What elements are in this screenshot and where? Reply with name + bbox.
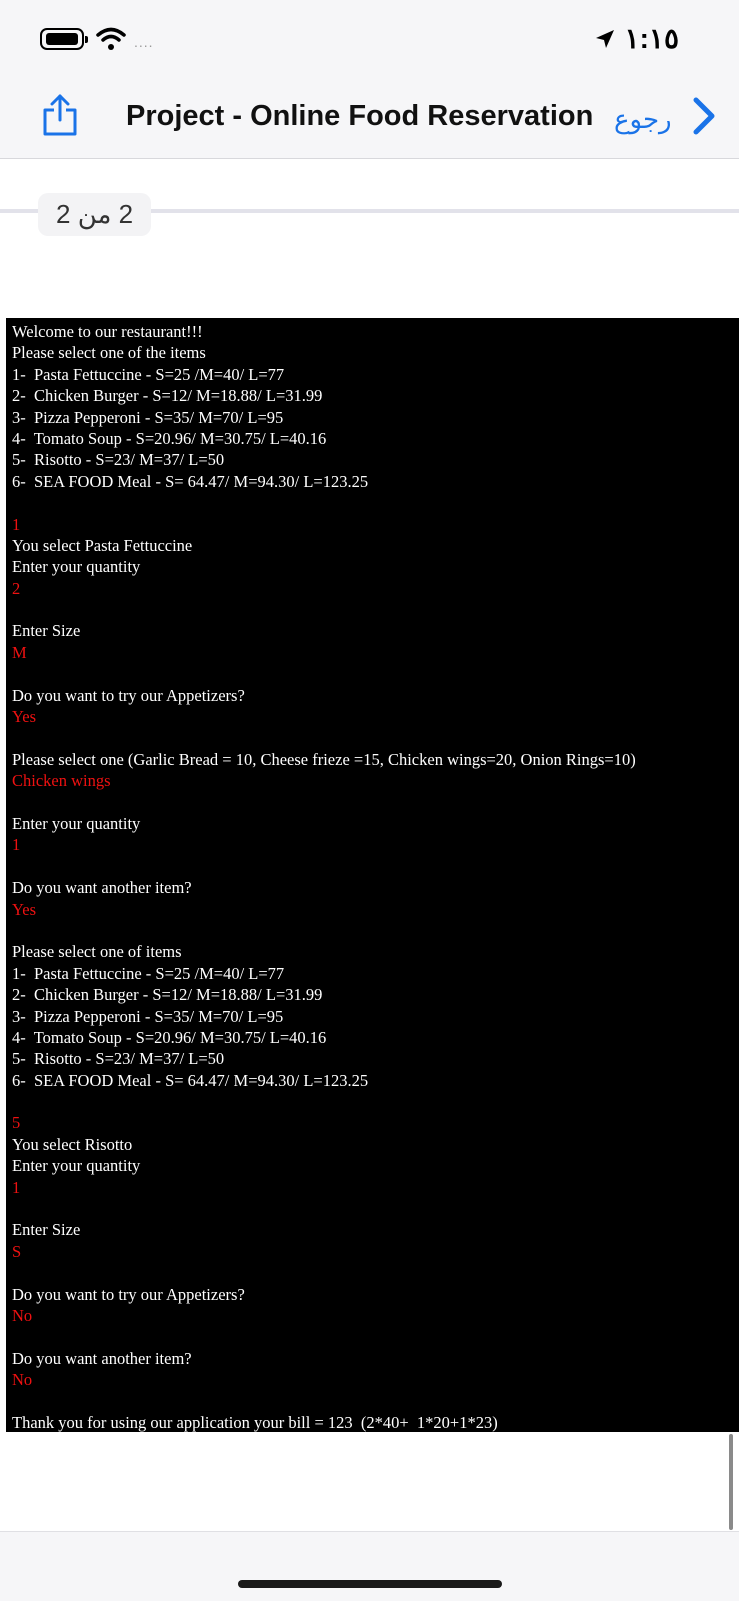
user-input: 2 (12, 578, 21, 598)
user-input: M (12, 642, 27, 662)
location-arrow-icon (595, 29, 615, 49)
user-input: No (12, 1370, 33, 1390)
user-input: Chicken wings (12, 771, 111, 791)
share-icon[interactable] (40, 94, 80, 138)
console-output (6, 318, 739, 1432)
user-input: 1 (12, 1177, 21, 1197)
console-line: Do you want to try our Appetizers? (12, 685, 245, 705)
page-indicator: 2 من 2 (38, 193, 151, 236)
home-indicator[interactable] (238, 1580, 502, 1588)
menu-item: 3- Pizza Pepperoni - S=35/ M=70/ L=95 (12, 1006, 284, 1026)
page-title: Project - Online Food Reservation (126, 100, 594, 132)
console-line: Enter your quantity (12, 813, 141, 833)
bottom-bar (0, 1531, 739, 1601)
back-button-label[interactable]: رجوع (614, 104, 672, 134)
user-input: S (12, 1241, 22, 1261)
console-line: Do you want another item? (12, 1348, 192, 1368)
console-line: Please select one of the items (12, 343, 206, 363)
navigation-bar (0, 78, 739, 159)
user-input: 1 (12, 835, 21, 855)
carrier-signal: .... (134, 34, 154, 50)
console-line: Enter your quantity (12, 557, 141, 577)
status-bar (0, 0, 739, 78)
menu-item: 6- SEA FOOD Meal - S= 64.47/ M=94.30/ L=123.25 (12, 471, 369, 491)
console-line: You select Pasta Fettuccine (12, 535, 193, 555)
console-line: Enter Size (12, 1220, 81, 1240)
user-input: No (12, 1305, 33, 1325)
menu-item: 1- Pasta Fettuccine - S=25 /M=40/ L=77 (12, 364, 285, 384)
console-line: You select Risotto (12, 1134, 133, 1154)
menu-item: 4- Tomato Soup - S=20.96/ M=30.75/ L=40.16 (12, 1027, 327, 1047)
bill-summary: Thank you for using our application your bill = 123 (2*40+ 1*20+1*23) (12, 1412, 498, 1432)
user-input: Yes (12, 707, 37, 727)
chevron-right-icon[interactable] (692, 96, 718, 136)
console-line: Please select one of items (12, 942, 182, 962)
user-input: 5 (12, 1113, 21, 1133)
menu-item: 5- Risotto - S=23/ M=37/ L=50 (12, 1049, 225, 1069)
clock-time: ١:١٥ (624, 23, 679, 54)
menu-item: 4- Tomato Soup - S=20.96/ M=30.75/ L=40.16 (12, 428, 327, 448)
wifi-icon (96, 26, 126, 52)
menu-item: 1- Pasta Fettuccine - S=25 /M=40/ L=77 (12, 963, 285, 983)
menu-item: 2- Chicken Burger - S=12/ M=18.88/ L=31.99 (12, 386, 323, 406)
console-line: Do you want another item? (12, 878, 192, 898)
console-line: Do you want to try our Appetizers? (12, 1284, 245, 1304)
menu-item: 6- SEA FOOD Meal - S= 64.47/ M=94.30/ L=123.25 (12, 1070, 369, 1090)
console-line: Enter your quantity (12, 1156, 141, 1176)
scrollbar[interactable] (729, 1434, 733, 1530)
console-line: Welcome to our restaurant!!! (12, 322, 203, 341)
menu-item: 5- Risotto - S=23/ M=37/ L=50 (12, 450, 225, 470)
menu-item: 2- Chicken Burger - S=12/ M=18.88/ L=31.99 (12, 985, 323, 1005)
user-input: 1 (12, 514, 21, 534)
user-input: Yes (12, 899, 37, 919)
menu-item: 3- Pizza Pepperoni - S=35/ M=70/ L=95 (12, 407, 284, 427)
console-line: Please select one (Garlic Bread = 10, Cheese frieze =15, Chicken wings=20, Onion Rings=10) (12, 749, 636, 769)
battery-icon (40, 28, 84, 50)
console-line: Enter Size (12, 621, 81, 641)
